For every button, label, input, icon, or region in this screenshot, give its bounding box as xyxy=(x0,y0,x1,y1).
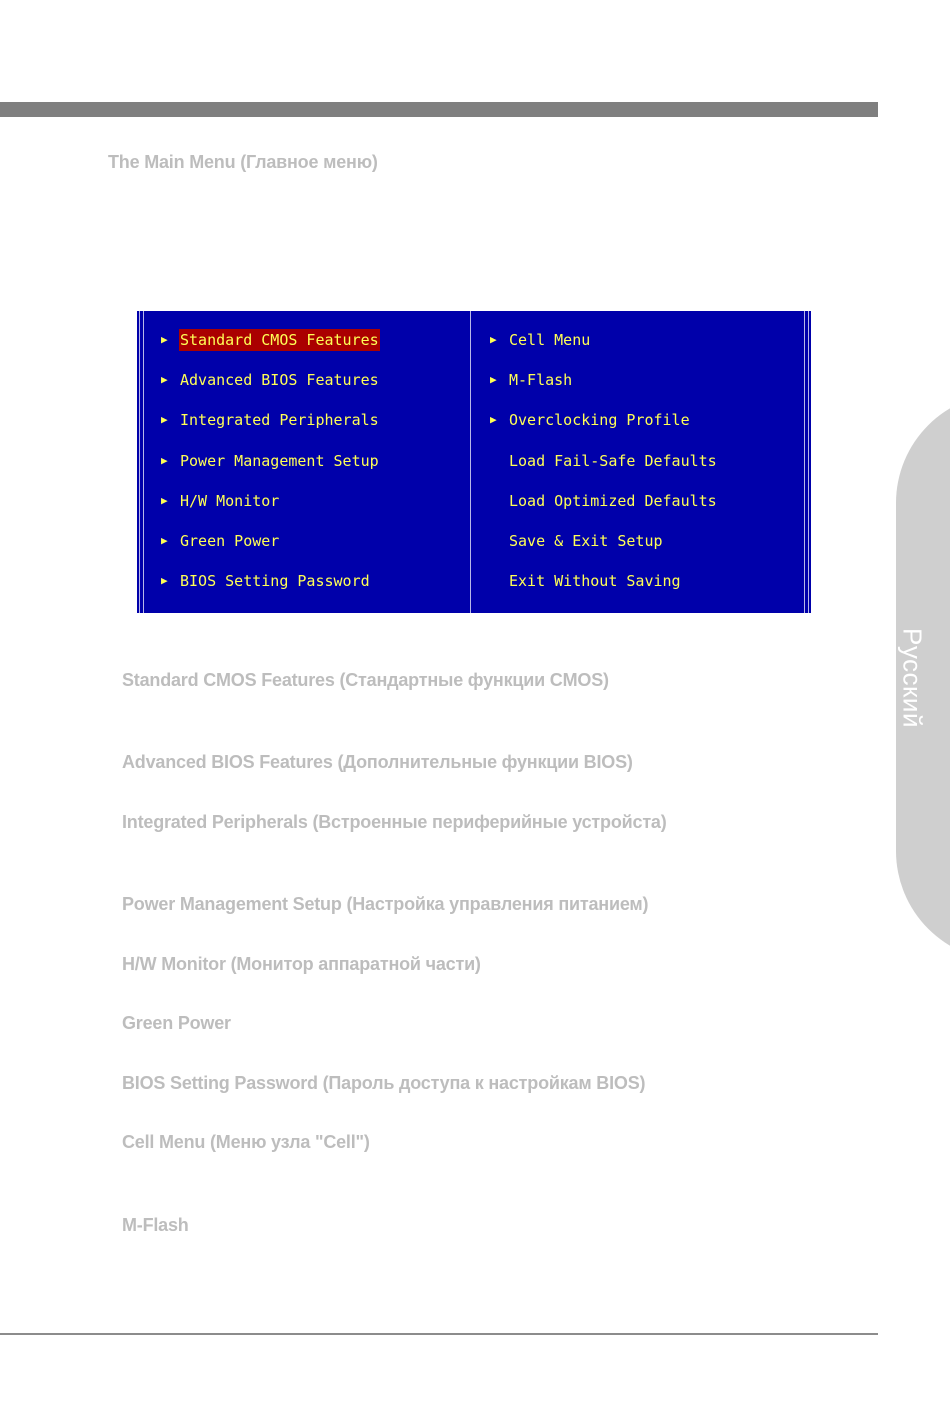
bios-frame-line xyxy=(143,311,144,613)
arrow-right-icon: ▶ xyxy=(161,413,168,427)
bios-menu-item-power-management-setup[interactable] xyxy=(161,450,380,490)
bios-menu-item-save-exit-setup[interactable] xyxy=(490,530,718,570)
bios-menu-item-bios-setting-password[interactable] xyxy=(161,570,380,610)
bios-menu-item-label: Standard CMOS Features xyxy=(180,331,379,349)
arrow-right-icon: ▶ xyxy=(161,333,168,346)
arrow-right-icon: ▶ xyxy=(161,533,168,547)
section-heading-integrated-peripherals: Integrated Peripherals (Встроенные периферийные устройста) xyxy=(122,812,667,832)
section-heading-m-flash: M-Flash xyxy=(122,1215,189,1235)
section-heading-standard-cmos-features: Standard CMOS Features (Стандартные функции CMOS) xyxy=(122,670,609,690)
bios-column-divider xyxy=(470,311,471,613)
bios-right-menu xyxy=(490,329,718,610)
bios-left-menu xyxy=(161,329,380,610)
bios-menu-item-m-flash[interactable] xyxy=(490,369,718,409)
arrow-right-icon: ▶ xyxy=(161,493,168,507)
bios-menu-item-load-fail-safe-defaults[interactable] xyxy=(490,450,718,490)
footer-rule xyxy=(0,1333,878,1335)
bios-menu-item-integrated-peripherals[interactable] xyxy=(161,409,380,449)
bios-menu-item-label: Cell Menu xyxy=(509,331,591,349)
section-heading-hw-monitor: H/W Monitor (Монитор аппаратной части) xyxy=(122,954,481,974)
bios-menu-item-label: Load Optimized Defaults xyxy=(509,491,717,510)
bios-menu-item-label: M-Flash xyxy=(509,371,573,390)
bios-menu-item-label: Power Management Setup xyxy=(180,451,379,470)
arrow-right-icon: ▶ xyxy=(490,413,497,427)
bios-menu-item-label: H/W Monitor xyxy=(180,491,280,510)
arrow-right-icon: ▶ xyxy=(161,574,168,588)
bios-menu-item-label: Save & Exit Setup xyxy=(509,531,663,550)
bios-menu-item-label: Green Power xyxy=(180,531,280,550)
section-heading-advanced-bios-features: Advanced BIOS Features (Дополнительные функции BIOS) xyxy=(122,752,633,772)
bios-menu-item-standard-cmos-features[interactable] xyxy=(161,329,380,369)
bios-menu-item-label: Integrated Peripherals xyxy=(180,411,379,430)
bios-main-menu-screen xyxy=(137,311,811,613)
bios-menu-item-label: BIOS Setting Password xyxy=(180,572,370,591)
header-bar xyxy=(0,102,878,117)
bios-menu-item-load-optimized-defaults[interactable] xyxy=(490,490,718,530)
language-tab-label: Русский xyxy=(897,628,928,728)
bios-menu-item-cell-menu[interactable] xyxy=(490,329,718,369)
page-title: The Main Menu (Главное меню) xyxy=(108,152,378,172)
bios-menu-item-label: Load Fail-Safe Defaults xyxy=(509,451,717,470)
bios-menu-item-hw-monitor[interactable] xyxy=(161,490,380,530)
bios-frame-line xyxy=(808,311,809,613)
bios-menu-item-green-power[interactable] xyxy=(161,530,380,570)
bios-menu-item-label: Overclocking Profile xyxy=(509,411,690,430)
arrow-right-icon: ▶ xyxy=(161,453,168,467)
bios-menu-item-exit-without-saving[interactable] xyxy=(490,570,718,610)
bios-menu-item-overclocking-profile[interactable] xyxy=(490,409,718,449)
arrow-right-icon: ▶ xyxy=(490,373,497,387)
bios-menu-item-label: Advanced BIOS Features xyxy=(180,371,379,390)
section-heading-green-power: Green Power xyxy=(122,1013,231,1033)
bios-menu-item-advanced-bios-features[interactable] xyxy=(161,369,380,409)
arrow-right-icon: ▶ xyxy=(161,373,168,387)
section-heading-bios-setting-password: BIOS Setting Password (Пароль доступа к настройкам BIOS) xyxy=(122,1073,646,1093)
bios-frame-line xyxy=(139,311,140,613)
bios-frame-line xyxy=(804,311,805,613)
section-heading-cell-menu: Cell Menu (Меню узла "Cell") xyxy=(122,1132,370,1152)
arrow-right-icon: ▶ xyxy=(490,333,497,346)
bios-menu-item-label: Exit Without Saving xyxy=(509,572,681,591)
section-heading-power-management-setup: Power Management Setup (Настройка управления питанием) xyxy=(122,894,649,914)
